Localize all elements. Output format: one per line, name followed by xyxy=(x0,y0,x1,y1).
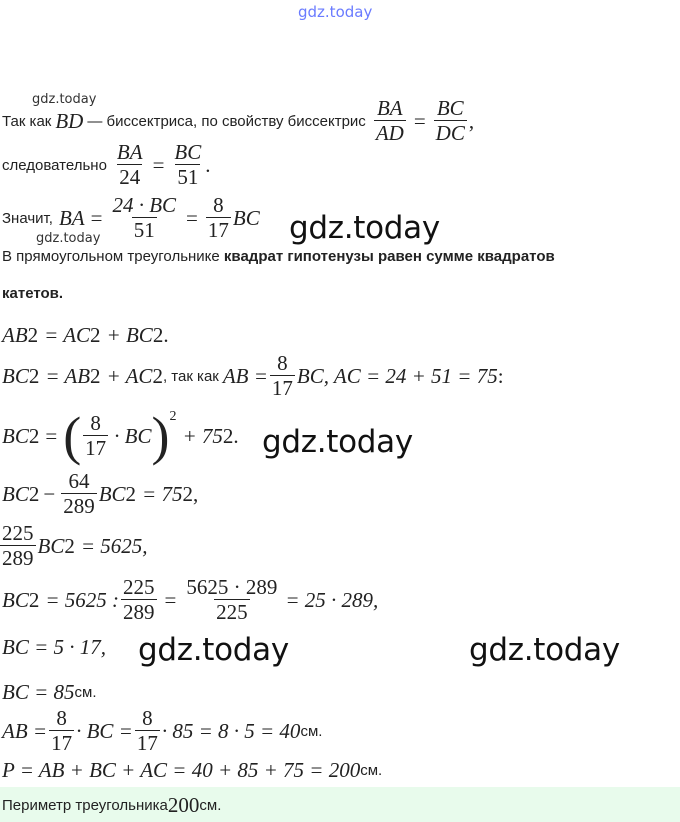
text: — биссектриса, по свойству биссектрис xyxy=(87,112,366,130)
punct: : xyxy=(497,363,504,388)
line-consequently xyxy=(2,139,211,191)
unit: см. xyxy=(300,722,323,740)
watermark-small: gdz.today xyxy=(32,92,97,107)
paragraph-line-2: катетов. xyxy=(2,285,64,302)
fraction-225-289: $\frac{225}{289}$ xyxy=(123,575,155,624)
left-paren: ( xyxy=(63,406,82,466)
fraction-8-17: $\frac{8}{17}$ xyxy=(51,706,73,755)
text: Периметр треугольника xyxy=(2,796,168,814)
math: = 75 xyxy=(142,481,183,506)
math: = 25 · 289, xyxy=(285,587,379,612)
math: = AB xyxy=(45,363,91,388)
math: BC xyxy=(2,587,29,612)
answer-text xyxy=(2,792,221,818)
math: BC, AC = 24 + 51 = 75 xyxy=(296,363,498,388)
math: BC xyxy=(98,481,126,506)
equation-pythagoras: AB 2 = AC 2 + BC 2 . xyxy=(2,322,169,347)
equals: = xyxy=(413,108,426,133)
math: AB = xyxy=(222,363,268,388)
punct: , xyxy=(468,108,475,133)
equation-ab-value xyxy=(2,706,322,756)
math: · 85 = 8 · 5 = 40 xyxy=(161,718,301,743)
text: В прямоугольном треугольнике xyxy=(2,248,224,265)
paragraph-line-1 xyxy=(2,248,555,265)
math-bd: BD xyxy=(55,108,84,133)
math: · BC = xyxy=(76,718,133,743)
text: , так как xyxy=(162,367,219,385)
fraction-5625x289-225: $\frac{5625 \cdot 289}{225}$ xyxy=(186,575,278,624)
punct: . xyxy=(233,423,239,448)
unit: см. xyxy=(199,796,222,814)
punct: . xyxy=(163,322,169,347)
equation-substitution: BC 2 = ( $\frac{8}{17}$ · BC ) 2 + 75 2 . xyxy=(2,406,239,466)
watermark-big: gdz.today xyxy=(262,424,413,460)
equation-bc-squared: BC 2 = AB 2 + AC 2 , так как AB = $\frac{8}{17}$ BC, AC = 24 + 51 = 75 : xyxy=(2,351,504,400)
equation-bc-value xyxy=(2,679,97,705)
equation-bc-product: BC = 5 · 17, xyxy=(2,635,107,659)
fraction-24bc-51: $\frac{24 \cdot BC}{51}$ xyxy=(112,193,177,242)
math: · BC xyxy=(114,423,152,448)
equation-perimeter xyxy=(2,757,382,783)
fraction-64-289: $\frac{64}{289}$ xyxy=(63,469,95,518)
exp: 2 xyxy=(169,409,177,424)
equation-subtract: BC 2 − $\frac{64}{289}$ BC 2 = 75 2 , xyxy=(2,469,199,518)
math: BC xyxy=(2,363,29,388)
fraction-bc-dc: $\frac{BC}{DC}$ xyxy=(435,96,465,145)
fraction-8-17: $\frac{8}{17}$ xyxy=(136,706,158,755)
equals: = xyxy=(164,587,177,612)
equals: = xyxy=(45,423,58,448)
equation-simplified: $\frac{225}{289}$ BC 2 = 5625, xyxy=(2,521,148,570)
unit: см. xyxy=(74,683,97,701)
math: AB = xyxy=(2,718,48,743)
equals: = xyxy=(186,205,198,230)
right-paren: ) xyxy=(151,406,170,466)
math: = 5625 : xyxy=(45,587,120,612)
answer-box xyxy=(0,787,680,822)
watermark-small: gdz.today xyxy=(36,231,101,246)
math: BC xyxy=(2,423,29,448)
math: + AC xyxy=(106,363,153,388)
punct: . xyxy=(205,152,211,177)
text: Значит, xyxy=(2,209,53,227)
math-ba: BA xyxy=(58,205,85,230)
text: следовательно xyxy=(2,156,107,174)
fraction-ba-24: $\frac{BA}{24}$ xyxy=(116,140,143,189)
equation-division: BC 2 = 5625 : $\frac{225}{289}$ = $\frac{5625 \cdot 289}{225}$ = 25 · 289, xyxy=(2,575,379,624)
fraction-8-17: $\frac{8}{17}$ xyxy=(85,411,107,460)
math: BC xyxy=(2,481,29,506)
answer-value: 200 xyxy=(167,792,200,817)
math: = AC xyxy=(44,322,91,347)
minus: − xyxy=(43,481,56,506)
math: AB xyxy=(2,322,28,347)
text: Так как xyxy=(2,112,52,130)
fraction-ba-ad: $\frac{BA}{AD}$ xyxy=(375,96,404,145)
punct: , xyxy=(192,481,199,506)
math-bc: BC xyxy=(232,205,260,230)
watermark-big: gdz.today xyxy=(138,632,289,668)
math: BC xyxy=(37,533,65,558)
math: BC = 85 xyxy=(2,679,75,704)
watermark-big: gdz.today xyxy=(289,210,440,246)
fraction-8-17: $\frac{8}{17}$ xyxy=(207,193,229,242)
math: P = AB + BC + AC = 40 + 85 + 75 = 200 xyxy=(2,757,361,782)
equals: = xyxy=(152,152,165,177)
fraction-225-289: $\frac{225}{289}$ xyxy=(2,521,34,570)
fraction-bc-51: $\frac{BC}{51}$ xyxy=(174,140,202,189)
text-bold: квадрат гипотенузы равен сумме квадратов xyxy=(223,248,555,265)
unit: см. xyxy=(360,761,383,779)
math: + BC xyxy=(106,322,153,347)
equals: = xyxy=(90,205,103,230)
watermark-top: gdz.today xyxy=(298,3,373,21)
math: + 75 xyxy=(182,423,223,448)
watermark-big: gdz.today xyxy=(469,632,620,668)
math: = 5625, xyxy=(80,533,148,558)
fraction-8-17: $\frac{8}{17}$ xyxy=(271,351,293,400)
